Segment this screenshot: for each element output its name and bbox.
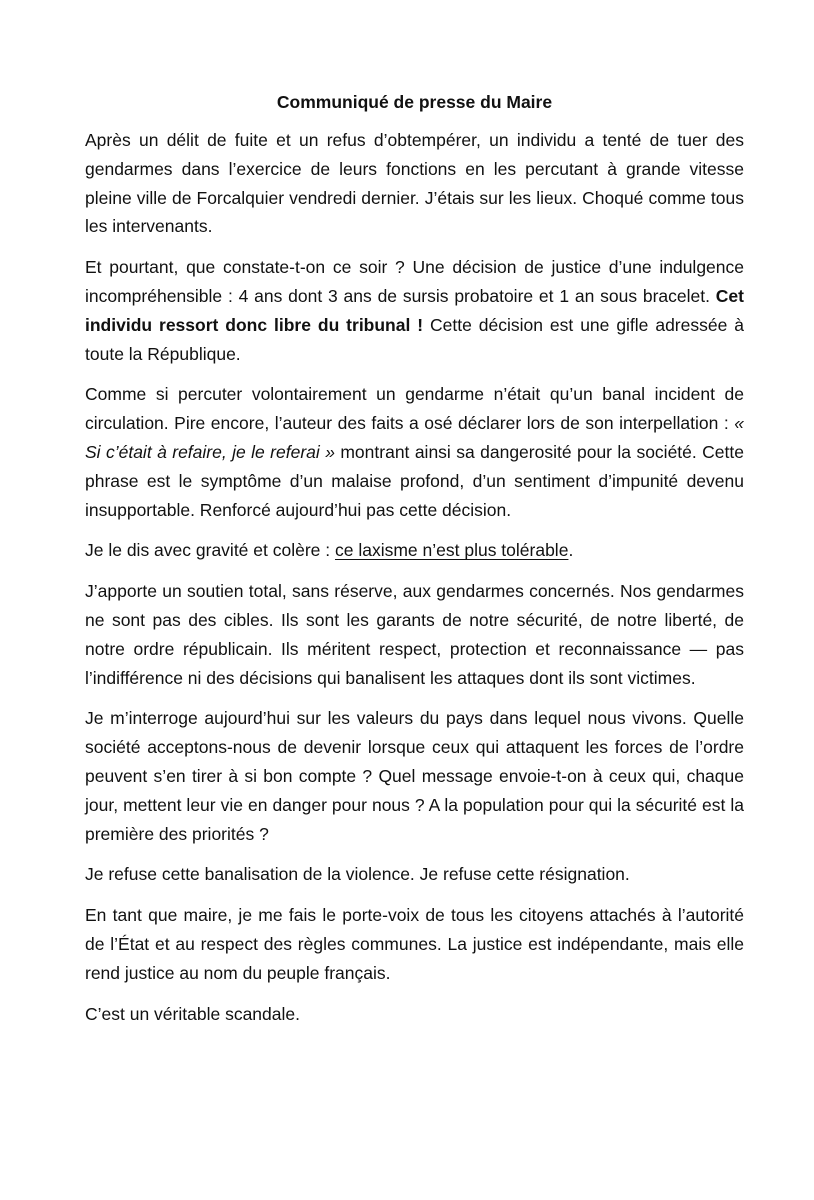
paragraph-4-text-c: . [568,540,574,561]
paragraph-3-text-a: Comme si percuter volontairement un gendarme n’était qu’un banal incident de circulation. Pire encore, l’auteur des faits a osé déclarer lors de son interpellation : [85,384,744,434]
document-title: Communiqué de presse du Maire [276,92,553,112]
paragraph-6: Je m’interroge aujourd’hui sur les valeurs du pays dans lequel nous vivons. Quelle société acceptons-nous de devenir lorsque ceux qui attaquent les forces de l’ordre peuvent s’en tirer à si bon compte ? Quel message envoie-t-on à ceux qui, chaque jour, mettent leur vie en danger pour nous ? A la population pour qui la sécurité est la première des priorités ? [85,708,744,844]
paragraph-4 [85,536,744,565]
paragraph-5: J’apporte un soutien total, sans réserve, aux gendarmes concernés. Nos gendarmes ne sont pas des cibles. Ils sont les garants de notre sécurité, de notre liberté, de notre ordre républicain. Ils méritent respect, protection et reconnaissance — pas l’indifférence ni des décisions qui banalisent les attaques dont ils sont victimes. [85,581,744,688]
paragraph-2-text-a: Et pourtant, que constate-t-on ce soir ? Une décision de justice d’une indulgence incompréhensible : 4 ans dont 3 ans de sursis probatoire et 1 an sous bracelet. [85,257,744,306]
paragraph-2-bold-text: Cet individu ressort donc libre du tribunal ! [85,285,744,335]
paragraph-2-text-c: Cette décision est une gifle adressée à toute la République. [85,314,744,364]
paragraph-3-quote: « Si c’était à refaire, je le referai » [85,413,744,462]
paragraph-3-text-c: montrant ainsi sa dangerosité pour la société. Cette phrase est le symptôme d’un malaise profond, d’un sentiment d’impunité devenu insupportable. Renforcé aujourd’hui pas cette décision. [85,441,744,520]
paragraph-7: Je refuse cette banalisation de la violence. Je refuse cette résignation. [85,864,630,885]
paragraph-2 [85,253,744,368]
paragraph-1: Après un délit de fuite et un refus d’obtempérer, un individu a tenté de tuer des gendarmes dans l’exercice de leurs fonctions en les percutant à grande vitesse pleine ville de Forcalquier vendredi dernier. J’étais sur les lieux. Choqué comme tous les intervenants. [85,130,744,237]
paragraph-8: En tant que maire, je me fais le porte-voix de tous les citoyens attachés à l’autorité de l’État et au respect des règles communes. La justice est indépendante, mais elle rend justice au nom du peuple français. [85,905,744,983]
press-release-document [85,90,744,1040]
paragraph-3 [85,380,744,524]
paragraph-4-underlined-text: ce laxisme n’est plus tolérable [334,540,569,561]
paragraph-9: C’est un véritable scandale. [85,1003,300,1024]
paragraph-4-text-a: Je le dis avec gravité et colère : [85,540,335,561]
